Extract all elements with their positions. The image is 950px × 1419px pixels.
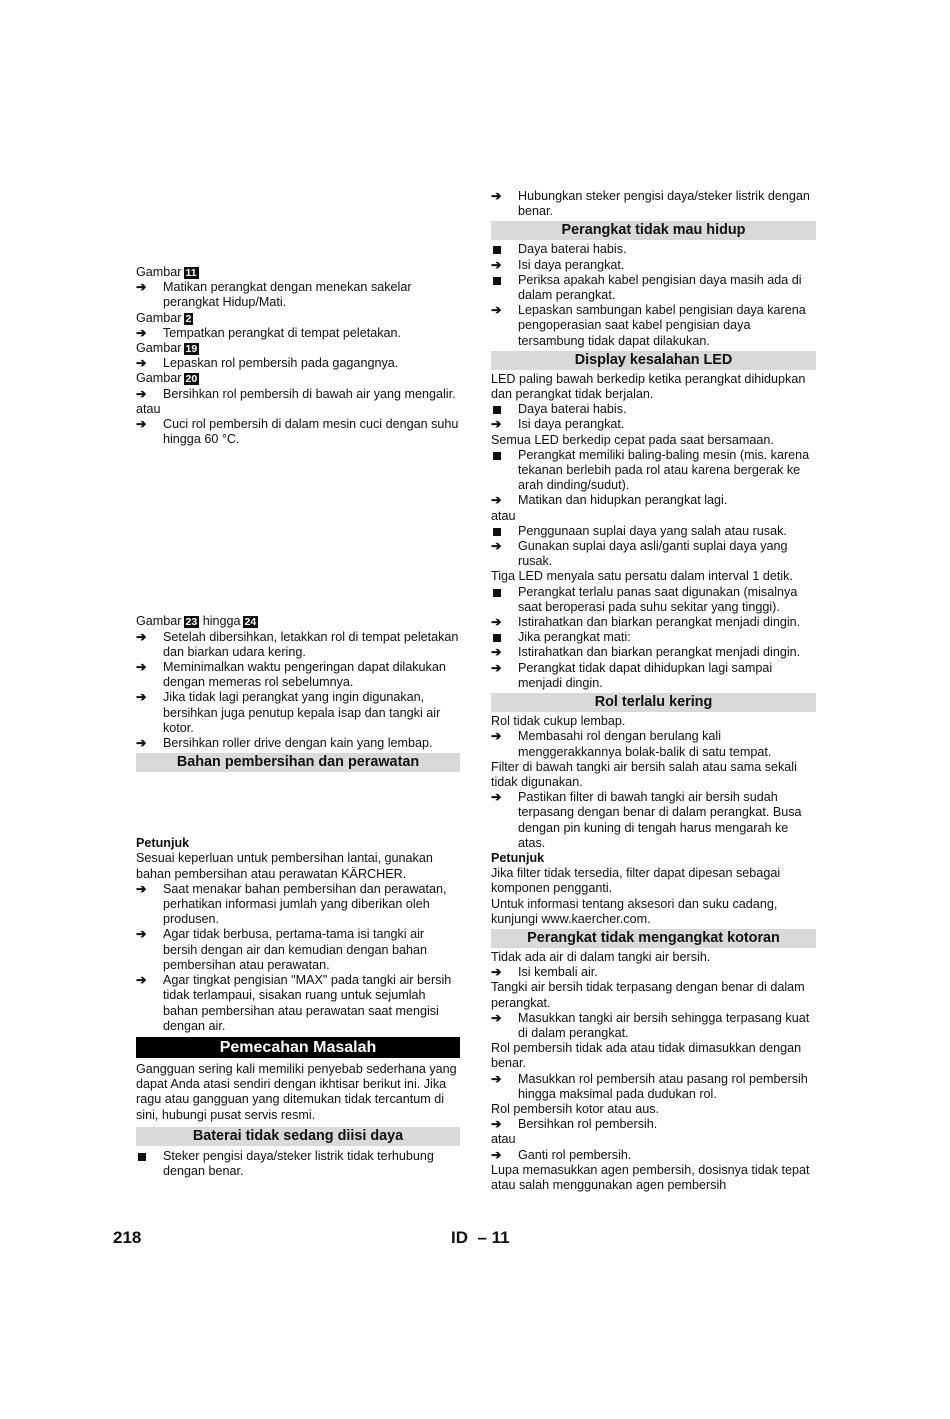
paragraph: Rol pembersih kotor atau aus. bbox=[491, 1101, 660, 1116]
square-bullet-icon bbox=[491, 242, 511, 254]
or-text: atau bbox=[491, 508, 516, 523]
note-title: Petunjuk bbox=[491, 850, 545, 865]
arrow-icon: ➔ bbox=[491, 1010, 502, 1025]
figure-ref-23-24: Gambar 23 hingga 24 bbox=[136, 614, 257, 629]
item-list bbox=[491, 448, 816, 509]
arrow-icon: ➔ bbox=[136, 690, 147, 705]
step-item: ➔ Isi kembali air. bbox=[491, 965, 598, 980]
right-column bbox=[491, 189, 816, 1193]
spacer bbox=[136, 774, 460, 836]
problem-item: Perangkat terlalu panas saat digunakan (misalnya saat beroperasi pada suhu sekitar yang tinggi). bbox=[491, 585, 816, 615]
square-bullet-icon bbox=[136, 1149, 156, 1161]
item-list bbox=[491, 524, 816, 570]
intro-text: Gangguan sering kali memiliki penyebab sederhana yang dapat Anda atasi sendiri dengan ikhtisar berikut ini. Jika ragu atau gangguan yang ditemukan tidak tercantum di sini, hubungi pusat servis resmi. bbox=[136, 1061, 457, 1122]
step-item: ➔ Hubungkan steker pengisi daya/steker listrik dengan benar. bbox=[491, 189, 810, 219]
figure-label: Gambar bbox=[136, 310, 182, 325]
problem-item: Jika perangkat mati: bbox=[491, 630, 816, 645]
problem-item: Daya baterai habis. bbox=[491, 242, 816, 257]
arrow-icon: ➔ bbox=[136, 973, 147, 988]
section-heading-rol: Rol terlalu kering bbox=[491, 693, 816, 712]
paragraph: Rol tidak cukup lembap. bbox=[491, 714, 626, 729]
problem-item: Periksa apakah kabel pengisian daya masih ada di dalam perangkat. bbox=[491, 273, 816, 303]
or-text: atau bbox=[491, 1132, 516, 1147]
section-heading-bahan: Bahan pembersihan dan perawatan bbox=[136, 753, 460, 772]
square-bullet-icon bbox=[491, 524, 511, 536]
arrow-icon: ➔ bbox=[491, 539, 502, 554]
arrow-icon: ➔ bbox=[491, 729, 502, 744]
paragraph: Rol pembersih tidak ada atau tidak dimasukkan dengan benar. bbox=[491, 1041, 802, 1071]
arrow-icon: ➔ bbox=[491, 303, 502, 318]
note-text: Jika filter tidak tersedia, filter dapat dipesan sebagai komponen pengganti. bbox=[491, 866, 781, 896]
problem-item: Steker pengisi daya/steker listrik tidak terhubung dengan benar. bbox=[136, 1149, 460, 1179]
section-heading-masalah: Pemecahan Masalah bbox=[136, 1037, 460, 1058]
figure-ref-20 bbox=[136, 371, 460, 386]
step-item: ➔ Perangkat tidak dapat dihidupkan lagi sampai menjadi dingin. bbox=[491, 660, 773, 690]
step-item: ➔ Masukkan rol pembersih atau pasang rol pembersih hingga maksimal pada dudukan rol. bbox=[491, 1071, 808, 1101]
square-bullet-icon bbox=[491, 273, 511, 285]
problem-item: Perangkat memiliki baling-baling mesin (mis. karena tekanan berlebih pada rol atau karena bergerak ke arah dinding/sudut). bbox=[491, 448, 816, 494]
arrow-icon: ➔ bbox=[136, 881, 147, 896]
step-item: ➔ Cuci rol pembersih di dalam mesin cuci dengan suhu hingga 60 °C. bbox=[136, 417, 459, 447]
section-heading-hidup: Perangkat tidak mau hidup bbox=[491, 221, 816, 240]
figure-number-badge: 2 bbox=[185, 312, 192, 325]
figure-number-badge: 11 bbox=[185, 267, 197, 279]
arrow-icon: ➔ bbox=[491, 493, 502, 508]
step-item: ➔ Bersihkan rol pembersih. bbox=[491, 1117, 658, 1132]
square-bullet-icon bbox=[491, 585, 511, 597]
step-list bbox=[136, 882, 460, 1034]
step-item: ➔ Membasahi rol dengan berulang kali menggerakkannya bolak-balik di satu tempat. bbox=[491, 729, 772, 759]
step-item: ➔ Bersihkan rol pembersih di bawah air yang mengalir. bbox=[136, 386, 456, 401]
note-title: Petunjuk bbox=[136, 836, 190, 851]
step-item: ➔ Lepaskan rol pembersih pada gagangnya. bbox=[136, 356, 399, 371]
step-item: ➔ Tempatkan perangkat di tempat peletakan. bbox=[136, 325, 402, 340]
paragraph: Lupa memasukkan agen pembersih, dosisnya tidak tepat atau salah menggunakan agen pembersih bbox=[491, 1162, 810, 1192]
arrow-icon: ➔ bbox=[136, 417, 147, 432]
arrow-icon: ➔ bbox=[136, 325, 147, 340]
step-item: ➔ Masukkan tangki air bersih sehingga terpasang kuat di dalam perangkat. bbox=[491, 1010, 810, 1040]
paragraph: LED paling bawah berkedip ketika perangkat dihidupkan dan perangkat tidak berjalan. bbox=[491, 371, 806, 402]
figure-label: Gambar bbox=[136, 265, 182, 279]
figure-label: Gambar bbox=[136, 371, 182, 386]
paragraph: Filter di bawah tangki air bersih salah atau sama sekali tidak digunakan. bbox=[491, 759, 797, 789]
section-page-label: ID – 11 bbox=[451, 1228, 510, 1247]
item-list bbox=[491, 242, 816, 348]
arrow-icon: ➔ bbox=[136, 356, 147, 371]
arrow-icon: ➔ bbox=[136, 629, 147, 644]
paragraph: Tiga LED menyala satu persatu dalam interval 1 detik. bbox=[491, 569, 793, 584]
arrow-icon: ➔ bbox=[136, 927, 147, 942]
step-item: ➔ Isi daya perangkat. bbox=[491, 257, 625, 272]
or-text: atau bbox=[136, 401, 161, 416]
figure-ref-2 bbox=[136, 311, 460, 326]
spacer bbox=[136, 447, 460, 614]
arrow-icon: ➔ bbox=[491, 417, 502, 432]
arrow-icon: ➔ bbox=[491, 1117, 502, 1132]
step-item: ➔ Saat menakar bahan pembersihan dan perawatan, perhatikan informasi jumlah yang diberikan oleh produsen. bbox=[136, 881, 447, 927]
step-item: ➔ Bersihkan roller drive dengan kain yang lembap. bbox=[136, 736, 433, 751]
arrow-icon: ➔ bbox=[491, 790, 502, 805]
step-item: ➔ Pastikan filter di bawah tangki air bersih sudah terpasang dengan benar di dalam perangkat. Busa dengan pin kuning di tengah harus mengarah ke atas. bbox=[491, 790, 802, 850]
square-bullet-icon bbox=[491, 630, 511, 642]
arrow-icon: ➔ bbox=[491, 257, 502, 272]
square-bullet-icon bbox=[491, 448, 511, 460]
step-item: ➔ Meminimalkan waktu pengeringan dapat dilakukan dengan memeras rol sebelumnya. bbox=[136, 660, 446, 690]
paragraph: Tidak ada air di dalam tangki air bersih. bbox=[491, 949, 711, 964]
section-heading-led: Display kesalahan LED bbox=[491, 351, 816, 370]
arrow-icon: ➔ bbox=[136, 736, 147, 751]
figure-ref-19 bbox=[136, 341, 460, 356]
figure-label: Gambar bbox=[136, 341, 182, 356]
arrow-icon: ➔ bbox=[491, 660, 502, 675]
item-list bbox=[491, 402, 816, 432]
section-heading-kotoran: Perangkat tidak mengangkat kotoran bbox=[491, 929, 816, 948]
note-text: Sesuai keperluan untuk pembersihan lantai, gunakan bahan pembersihan atau perawatan KÄRCHER. bbox=[136, 851, 433, 881]
arrow-icon: ➔ bbox=[136, 660, 147, 675]
figure-ref-11 bbox=[136, 265, 460, 280]
page-number: 218 bbox=[113, 1228, 142, 1247]
arrow-icon: ➔ bbox=[136, 280, 147, 295]
step-item: ➔ Agar tingkat pengisian "MAX" pada tangki air bersih tidak terlampaui, sisakan ruang untuk sejumlah bahan pembersihan atau perawatan saat mengisi dengan air. bbox=[136, 973, 452, 1033]
arrow-icon: ➔ bbox=[491, 189, 502, 203]
step-item: ➔ Matikan dan hidupkan perangkat lagi. bbox=[491, 493, 728, 508]
arrow-icon: ➔ bbox=[491, 645, 502, 660]
step-item: ➔ Isi daya perangkat. bbox=[491, 417, 625, 432]
step-list bbox=[136, 630, 460, 752]
step-item: ➔ Gunakan suplai daya asli/ganti suplai daya yang rusak. bbox=[491, 539, 788, 569]
item-list bbox=[491, 585, 816, 691]
step-item: ➔ Setelah dibersihkan, letakkan rol di tempat peletakan dan biarkan udara kering. bbox=[136, 629, 459, 659]
arrow-icon: ➔ bbox=[491, 1071, 502, 1086]
left-column bbox=[136, 265, 460, 1179]
figure-number-badge: 20 bbox=[185, 373, 198, 386]
step-item: ➔ Istirahatkan dan biarkan perangkat menjadi dingin. bbox=[491, 615, 801, 630]
arrow-icon: ➔ bbox=[491, 965, 502, 980]
problem-item: Daya baterai habis. bbox=[491, 402, 816, 417]
step-item: ➔ Jika tidak lagi perangkat yang ingin digunakan, bersihkan juga penutup kepala isap dan tangki air kotor. bbox=[136, 690, 441, 735]
square-bullet-icon bbox=[491, 402, 511, 414]
paragraph: Tangki air bersih tidak terpasang dengan benar di dalam perangkat. bbox=[491, 980, 805, 1010]
arrow-icon: ➔ bbox=[491, 1147, 502, 1162]
step-item: ➔ Matikan perangkat dengan menekan sakelar perangkat Hidup/Mati. bbox=[136, 280, 412, 310]
figure-number-badge: 24 bbox=[244, 616, 257, 629]
step-item: ➔ Agar tidak berbusa, pertama-tama isi tangki air bersih dengan air dan kemudian dengan bahan pembersihan atau perawatan. bbox=[136, 927, 427, 972]
step-item: ➔ Ganti rol pembersih. bbox=[491, 1147, 632, 1162]
arrow-icon: ➔ bbox=[136, 386, 147, 401]
arrow-icon: ➔ bbox=[491, 615, 502, 630]
problem-item: Penggunaan suplai daya yang salah atau rusak. bbox=[491, 524, 816, 539]
figure-number-badge: 23 bbox=[185, 616, 198, 629]
step-item: ➔ Lepaskan sambungan kabel pengisian daya karena pengoperasian saat kabel pengisian daya tersambung tidak dapat dilakukan. bbox=[491, 303, 806, 348]
step-item: ➔ Istirahatkan dan biarkan perangkat menjadi dingin. bbox=[491, 645, 801, 660]
paragraph: Semua LED berkedip cepat pada saat bersamaan. bbox=[491, 432, 774, 447]
section-heading-baterai: Baterai tidak sedang diisi daya bbox=[136, 1127, 460, 1146]
figure-number-badge: 19 bbox=[185, 343, 198, 356]
note-text: Untuk informasi tentang aksesori dan suku cadang, kunjungi www.kaercher.com. bbox=[491, 896, 778, 926]
